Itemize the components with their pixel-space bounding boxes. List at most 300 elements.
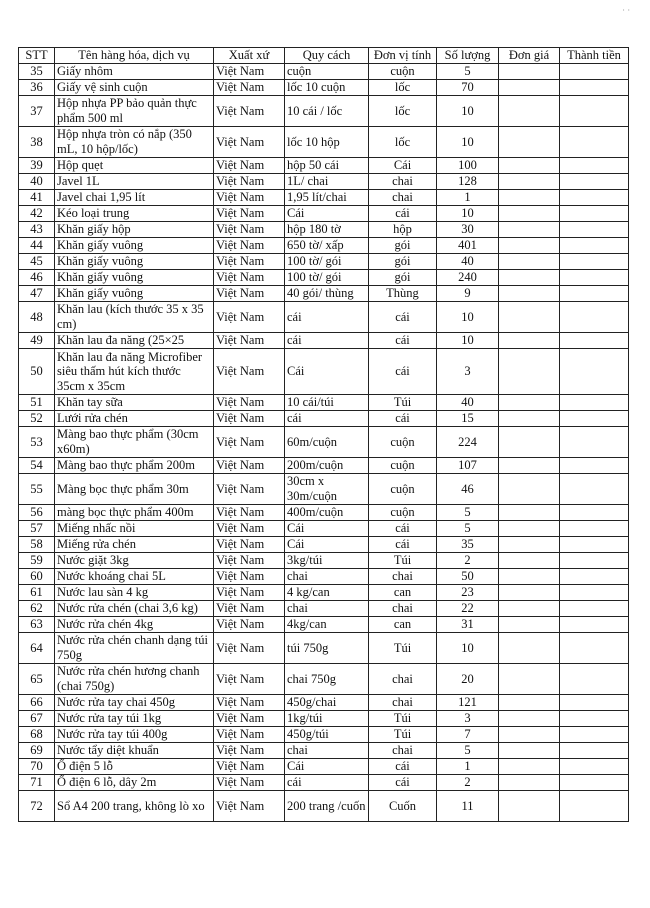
- cell-spec: túi 750g: [285, 633, 369, 664]
- cell-item-name: Màng bọc thực phẩm 30m: [55, 474, 214, 505]
- cell-spec: 1,95 lít/chai: [285, 190, 369, 206]
- cell-stt: 53: [19, 427, 55, 458]
- cell-quantity: 3: [437, 349, 499, 395]
- cell-item-name: Khăn giấy hộp: [55, 222, 214, 238]
- cell-unit: Túi: [369, 711, 437, 727]
- cell-stt: 36: [19, 80, 55, 96]
- table-row: [19, 695, 629, 711]
- header-total: Thành tiền: [560, 48, 629, 64]
- cell-stt: 58: [19, 537, 55, 553]
- cell-unit-price: [499, 775, 560, 791]
- cell-origin: Việt Nam: [214, 333, 285, 349]
- cell-spec: cuộn: [285, 64, 369, 80]
- cell-item-name: Ổ điện 6 lỗ, dây 2m: [55, 775, 214, 791]
- cell-unit-price: [499, 174, 560, 190]
- table-body: [19, 64, 629, 822]
- cell-spec: 400m/cuộn: [285, 505, 369, 521]
- cell-unit-price: [499, 80, 560, 96]
- table-row: [19, 727, 629, 743]
- cell-total: [560, 791, 629, 822]
- cell-quantity: 10: [437, 333, 499, 349]
- cell-origin: Việt Nam: [214, 695, 285, 711]
- cell-unit: Túi: [369, 395, 437, 411]
- table-row: [19, 633, 629, 664]
- header-unit: Đơn vị tính: [369, 48, 437, 64]
- cell-unit: chai: [369, 174, 437, 190]
- cell-unit-price: [499, 585, 560, 601]
- cell-origin: Việt Nam: [214, 96, 285, 127]
- table-row: [19, 759, 629, 775]
- cell-total: [560, 521, 629, 537]
- header-qty: Số lượng: [437, 48, 499, 64]
- cell-quantity: 128: [437, 174, 499, 190]
- cell-unit-price: [499, 664, 560, 695]
- cell-unit-price: [499, 474, 560, 505]
- table-row: [19, 664, 629, 695]
- cell-origin: Việt Nam: [214, 759, 285, 775]
- cell-total: [560, 427, 629, 458]
- cell-total: [560, 759, 629, 775]
- header-stt: STT: [19, 48, 55, 64]
- cell-unit-price: [499, 743, 560, 759]
- cell-quantity: 50: [437, 569, 499, 585]
- cell-quantity: 10: [437, 127, 499, 158]
- cell-stt: 38: [19, 127, 55, 158]
- cell-stt: 46: [19, 270, 55, 286]
- cell-total: [560, 458, 629, 474]
- cell-stt: 71: [19, 775, 55, 791]
- cell-item-name: Ổ điện 5 lỗ: [55, 759, 214, 775]
- cell-spec: hộp 50 cái: [285, 158, 369, 174]
- table-row: [19, 190, 629, 206]
- table-row: [19, 601, 629, 617]
- cell-spec: Cái: [285, 521, 369, 537]
- table-row: [19, 743, 629, 759]
- cell-spec: hộp 180 tờ: [285, 222, 369, 238]
- cell-item-name: Nước rửa chén chanh dạng túi 750g: [55, 633, 214, 664]
- cell-origin: Việt Nam: [214, 537, 285, 553]
- cell-item-name: Hộp quẹt: [55, 158, 214, 174]
- cell-item-name: Nước rửa tay túi 1kg: [55, 711, 214, 727]
- cell-total: [560, 505, 629, 521]
- cell-unit-price: [499, 505, 560, 521]
- cell-origin: Việt Nam: [214, 64, 285, 80]
- cell-origin: Việt Nam: [214, 664, 285, 695]
- cell-spec: Cái: [285, 349, 369, 395]
- cell-unit-price: [499, 633, 560, 664]
- cell-unit-price: [499, 286, 560, 302]
- cell-unit: gói: [369, 238, 437, 254]
- cell-stt: 51: [19, 395, 55, 411]
- cell-unit: cuộn: [369, 458, 437, 474]
- cell-item-name: Nước rửa tay chai 450g: [55, 695, 214, 711]
- cell-stt: 49: [19, 333, 55, 349]
- table-row: [19, 791, 629, 822]
- cell-spec: 100 tờ/ gói: [285, 270, 369, 286]
- header-spec: Quy cách: [285, 48, 369, 64]
- cell-unit: Túi: [369, 553, 437, 569]
- cell-unit-price: [499, 206, 560, 222]
- cell-stt: 41: [19, 190, 55, 206]
- table-row: [19, 537, 629, 553]
- cell-total: [560, 222, 629, 238]
- cell-quantity: 100: [437, 158, 499, 174]
- cell-total: [560, 174, 629, 190]
- cell-spec: 100 tờ/ gói: [285, 254, 369, 270]
- cell-stt: 45: [19, 254, 55, 270]
- cell-spec: chai: [285, 743, 369, 759]
- cell-origin: Việt Nam: [214, 395, 285, 411]
- cell-total: [560, 695, 629, 711]
- cell-origin: Việt Nam: [214, 775, 285, 791]
- cell-spec: chai: [285, 569, 369, 585]
- cell-total: [560, 474, 629, 505]
- cell-item-name: Kéo loại trung: [55, 206, 214, 222]
- cell-total: [560, 585, 629, 601]
- table-row: [19, 505, 629, 521]
- cell-item-name: Sổ A4 200 trang, không lò xo: [55, 791, 214, 822]
- cell-origin: Việt Nam: [214, 585, 285, 601]
- cell-stt: 44: [19, 238, 55, 254]
- cell-spec: 450g/túi: [285, 727, 369, 743]
- cell-item-name: Màng bao thực phẩm (30cm x60m): [55, 427, 214, 458]
- cell-unit: lốc: [369, 96, 437, 127]
- cell-unit-price: [499, 617, 560, 633]
- cell-item-name: Màng bao thực phẩm 200m: [55, 458, 214, 474]
- cell-unit: cái: [369, 521, 437, 537]
- cell-unit: cái: [369, 349, 437, 395]
- cell-unit-price: [499, 222, 560, 238]
- cell-unit: chai: [369, 664, 437, 695]
- cell-total: [560, 633, 629, 664]
- cell-unit-price: [499, 553, 560, 569]
- cell-unit-price: [499, 569, 560, 585]
- cell-item-name: Khăn giấy vuông: [55, 270, 214, 286]
- cell-stt: 55: [19, 474, 55, 505]
- cell-quantity: 22: [437, 601, 499, 617]
- cell-quantity: 35: [437, 537, 499, 553]
- cell-stt: 57: [19, 521, 55, 537]
- cell-quantity: 15: [437, 411, 499, 427]
- cell-unit: chai: [369, 695, 437, 711]
- cell-spec: Cái: [285, 759, 369, 775]
- cell-total: [560, 601, 629, 617]
- cell-unit: cuộn: [369, 64, 437, 80]
- cell-quantity: 10: [437, 96, 499, 127]
- cell-unit-price: [499, 521, 560, 537]
- cell-origin: Việt Nam: [214, 254, 285, 270]
- cell-unit: gói: [369, 270, 437, 286]
- goods-table: [18, 47, 629, 822]
- cell-origin: Việt Nam: [214, 158, 285, 174]
- cell-quantity: 10: [437, 302, 499, 333]
- cell-quantity: 224: [437, 427, 499, 458]
- cell-unit: chai: [369, 569, 437, 585]
- cell-unit-price: [499, 395, 560, 411]
- cell-total: [560, 158, 629, 174]
- cell-quantity: 70: [437, 80, 499, 96]
- cell-stt: 72: [19, 791, 55, 822]
- cell-stt: 70: [19, 759, 55, 775]
- scan-speck-mark: · ·: [622, 6, 630, 15]
- cell-item-name: Khăn tay sữa: [55, 395, 214, 411]
- cell-stt: 59: [19, 553, 55, 569]
- cell-item-name: Nước khoáng chai 5L: [55, 569, 214, 585]
- cell-origin: Việt Nam: [214, 206, 285, 222]
- cell-quantity: 1: [437, 759, 499, 775]
- cell-item-name: Khăn giấy vuông: [55, 286, 214, 302]
- table-row: [19, 395, 629, 411]
- cell-item-name: Khăn giấy vuông: [55, 254, 214, 270]
- cell-origin: Việt Nam: [214, 222, 285, 238]
- cell-stt: 65: [19, 664, 55, 695]
- cell-unit: chai: [369, 743, 437, 759]
- cell-spec: chai: [285, 601, 369, 617]
- cell-origin: Việt Nam: [214, 238, 285, 254]
- table-row: [19, 127, 629, 158]
- cell-origin: Việt Nam: [214, 458, 285, 474]
- cell-spec: 1L/ chai: [285, 174, 369, 190]
- cell-quantity: 31: [437, 617, 499, 633]
- cell-stt: 54: [19, 458, 55, 474]
- cell-quantity: 5: [437, 64, 499, 80]
- cell-unit-price: [499, 64, 560, 80]
- cell-stt: 67: [19, 711, 55, 727]
- cell-unit-price: [499, 270, 560, 286]
- cell-stt: 39: [19, 158, 55, 174]
- table-row: [19, 222, 629, 238]
- cell-item-name: Khăn lau (kích thước 35 x 35 cm): [55, 302, 214, 333]
- table-row: [19, 64, 629, 80]
- cell-spec: cái: [285, 775, 369, 791]
- cell-unit-price: [499, 711, 560, 727]
- cell-total: [560, 664, 629, 695]
- cell-quantity: 401: [437, 238, 499, 254]
- cell-unit-price: [499, 601, 560, 617]
- cell-total: [560, 349, 629, 395]
- cell-total: [560, 727, 629, 743]
- table-row: [19, 286, 629, 302]
- cell-quantity: 7: [437, 727, 499, 743]
- table-row: [19, 238, 629, 254]
- table-row: [19, 569, 629, 585]
- cell-spec: 4 kg/can: [285, 585, 369, 601]
- table-row: [19, 174, 629, 190]
- cell-origin: Việt Nam: [214, 80, 285, 96]
- cell-total: [560, 238, 629, 254]
- cell-spec: 200m/cuộn: [285, 458, 369, 474]
- cell-unit: Thùng: [369, 286, 437, 302]
- cell-total: [560, 64, 629, 80]
- cell-unit: gói: [369, 254, 437, 270]
- cell-item-name: Javel chai 1,95 lít: [55, 190, 214, 206]
- cell-stt: 40: [19, 174, 55, 190]
- cell-unit: cái: [369, 206, 437, 222]
- cell-spec: cái: [285, 411, 369, 427]
- cell-item-name: Nước giặt 3kg: [55, 553, 214, 569]
- cell-origin: Việt Nam: [214, 617, 285, 633]
- cell-unit-price: [499, 127, 560, 158]
- cell-unit-price: [499, 190, 560, 206]
- cell-item-name: Miếng rửa chén: [55, 537, 214, 553]
- table-row: [19, 333, 629, 349]
- cell-unit: Túi: [369, 727, 437, 743]
- cell-item-name: Nước rửa tay túi 400g: [55, 727, 214, 743]
- cell-quantity: 40: [437, 395, 499, 411]
- cell-total: [560, 302, 629, 333]
- cell-stt: 56: [19, 505, 55, 521]
- cell-total: [560, 411, 629, 427]
- cell-spec: Cái: [285, 206, 369, 222]
- cell-spec: 10 cái/túi: [285, 395, 369, 411]
- table-row: [19, 254, 629, 270]
- cell-item-name: Hộp nhựa tròn có nắp (350 mL, 10 hộp/lốc): [55, 127, 214, 158]
- cell-origin: Việt Nam: [214, 553, 285, 569]
- cell-unit-price: [499, 158, 560, 174]
- header-name: Tên hàng hóa, dịch vụ: [55, 48, 214, 64]
- table-row: [19, 474, 629, 505]
- table-row: [19, 617, 629, 633]
- cell-spec: 650 tờ/ xấp: [285, 238, 369, 254]
- cell-origin: Việt Nam: [214, 127, 285, 158]
- cell-unit: can: [369, 585, 437, 601]
- cell-origin: Việt Nam: [214, 286, 285, 302]
- cell-unit: Túi: [369, 633, 437, 664]
- cell-spec: 1kg/túi: [285, 711, 369, 727]
- cell-origin: Việt Nam: [214, 174, 285, 190]
- cell-unit: chai: [369, 601, 437, 617]
- cell-total: [560, 395, 629, 411]
- table-row: [19, 427, 629, 458]
- cell-quantity: 3: [437, 711, 499, 727]
- table-row: [19, 553, 629, 569]
- cell-item-name: Nước lau sàn 4 kg: [55, 585, 214, 601]
- cell-spec: lốc 10 cuộn: [285, 80, 369, 96]
- table-row: [19, 96, 629, 127]
- cell-quantity: 5: [437, 743, 499, 759]
- cell-quantity: 107: [437, 458, 499, 474]
- cell-stt: 37: [19, 96, 55, 127]
- cell-origin: Việt Nam: [214, 505, 285, 521]
- cell-unit-price: [499, 537, 560, 553]
- cell-quantity: 10: [437, 633, 499, 664]
- cell-total: [560, 190, 629, 206]
- cell-total: [560, 96, 629, 127]
- cell-origin: Việt Nam: [214, 474, 285, 505]
- cell-quantity: 23: [437, 585, 499, 601]
- cell-origin: Việt Nam: [214, 270, 285, 286]
- table-row: [19, 80, 629, 96]
- cell-spec: chai 750g: [285, 664, 369, 695]
- cell-unit: Cuốn: [369, 791, 437, 822]
- cell-spec: cái: [285, 333, 369, 349]
- cell-stt: 61: [19, 585, 55, 601]
- cell-item-name: màng bọc thực phẩm 400m: [55, 505, 214, 521]
- cell-quantity: 5: [437, 505, 499, 521]
- cell-item-name: Khăn lau đa năng (25×25: [55, 333, 214, 349]
- cell-unit-price: [499, 791, 560, 822]
- cell-stt: 43: [19, 222, 55, 238]
- cell-spec: 30cm x 30m/cuộn: [285, 474, 369, 505]
- cell-unit-price: [499, 96, 560, 127]
- cell-spec: 10 cái / lốc: [285, 96, 369, 127]
- cell-item-name: Lưới rửa chén: [55, 411, 214, 427]
- table-row: [19, 458, 629, 474]
- cell-item-name: Nước rửa chén 4kg: [55, 617, 214, 633]
- cell-origin: Việt Nam: [214, 711, 285, 727]
- cell-origin: Việt Nam: [214, 791, 285, 822]
- cell-stt: 50: [19, 349, 55, 395]
- cell-unit-price: [499, 458, 560, 474]
- cell-item-name: Miếng nhấc nồi: [55, 521, 214, 537]
- cell-total: [560, 569, 629, 585]
- cell-stt: 64: [19, 633, 55, 664]
- cell-unit: hộp: [369, 222, 437, 238]
- cell-quantity: 46: [437, 474, 499, 505]
- cell-item-name: Nước rửa chén hương chanh (chai 750g): [55, 664, 214, 695]
- cell-origin: Việt Nam: [214, 601, 285, 617]
- table-row: [19, 158, 629, 174]
- cell-unit-price: [499, 411, 560, 427]
- cell-quantity: 2: [437, 775, 499, 791]
- cell-stt: 62: [19, 601, 55, 617]
- cell-total: [560, 775, 629, 791]
- cell-unit: cuộn: [369, 505, 437, 521]
- cell-item-name: Nước tẩy diệt khuẩn: [55, 743, 214, 759]
- cell-unit: cái: [369, 302, 437, 333]
- cell-item-name: Javel 1L: [55, 174, 214, 190]
- cell-item-name: Khăn giấy vuông: [55, 238, 214, 254]
- cell-origin: Việt Nam: [214, 302, 285, 333]
- cell-total: [560, 206, 629, 222]
- cell-quantity: 5: [437, 521, 499, 537]
- cell-total: [560, 286, 629, 302]
- header-origin: Xuất xứ: [214, 48, 285, 64]
- cell-origin: Việt Nam: [214, 190, 285, 206]
- cell-stt: 63: [19, 617, 55, 633]
- cell-origin: Việt Nam: [214, 743, 285, 759]
- cell-origin: Việt Nam: [214, 427, 285, 458]
- cell-item-name: Nước rửa chén (chai 3,6 kg): [55, 601, 214, 617]
- header-unit-price: Đơn giá: [499, 48, 560, 64]
- cell-unit: cái: [369, 537, 437, 553]
- cell-unit: Cái: [369, 158, 437, 174]
- table-row: [19, 206, 629, 222]
- cell-stt: 48: [19, 302, 55, 333]
- cell-quantity: 240: [437, 270, 499, 286]
- cell-unit: cái: [369, 411, 437, 427]
- table-row: [19, 521, 629, 537]
- table-row: [19, 411, 629, 427]
- cell-spec: Cái: [285, 537, 369, 553]
- cell-item-name: Hộp nhựa PP bảo quản thực phẩm 500 ml: [55, 96, 214, 127]
- cell-stt: 66: [19, 695, 55, 711]
- cell-stt: 60: [19, 569, 55, 585]
- cell-total: [560, 254, 629, 270]
- cell-quantity: 121: [437, 695, 499, 711]
- cell-unit-price: [499, 427, 560, 458]
- cell-unit-price: [499, 302, 560, 333]
- cell-item-name: Giấy nhôm: [55, 64, 214, 80]
- cell-origin: Việt Nam: [214, 633, 285, 664]
- cell-origin: Việt Nam: [214, 521, 285, 537]
- cell-unit: cái: [369, 775, 437, 791]
- cell-unit-price: [499, 727, 560, 743]
- cell-total: [560, 553, 629, 569]
- table-row: [19, 711, 629, 727]
- table-row: [19, 585, 629, 601]
- cell-total: [560, 537, 629, 553]
